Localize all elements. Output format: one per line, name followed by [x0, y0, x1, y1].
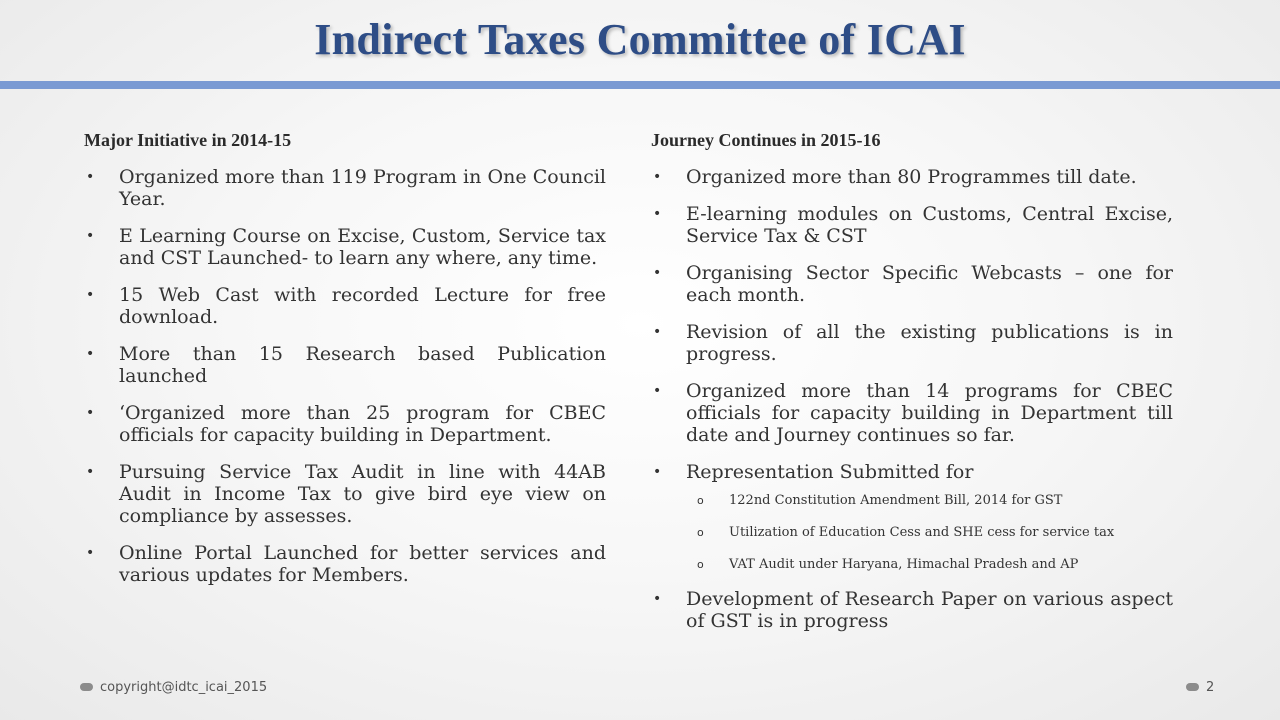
list-item	[84, 166, 606, 210]
list-item-text: More than 15 Research based Publication launched	[119, 343, 606, 387]
bullet-icon: •	[653, 265, 662, 281]
list-item	[651, 321, 1173, 365]
title-divider	[0, 81, 1280, 89]
hollow-bullet-icon: o	[697, 526, 704, 539]
copyright-text: copyright@idtc_icai_2015	[100, 679, 268, 695]
footer-pill-icon	[1186, 683, 1199, 691]
list-item	[651, 262, 1173, 306]
list-item	[84, 542, 606, 586]
bullet-icon: •	[86, 287, 95, 303]
bullet-icon: •	[653, 383, 662, 399]
footer-copyright	[80, 677, 267, 697]
bullet-icon: •	[86, 464, 95, 480]
bullet-icon: •	[86, 405, 95, 421]
list-item-text: Organized more than 119 Program in One Council Year.	[119, 166, 606, 210]
bullet-icon: •	[653, 324, 662, 340]
bullet-icon: •	[653, 206, 662, 222]
bullet-icon: •	[653, 591, 662, 607]
list-item	[651, 166, 1173, 188]
hollow-bullet-icon: o	[697, 494, 704, 507]
footer-pill-icon	[80, 683, 93, 691]
sub-list-item-text: VAT Audit under Haryana, Himachal Pradesh and AP	[729, 557, 1079, 572]
slide-title: Indirect Taxes Committee of ICAI	[314, 15, 966, 64]
sub-bullet-list	[651, 492, 1173, 574]
list-item-text: Online Portal Launched for better services and various updates for Members.	[119, 542, 606, 586]
right-bullet-list	[651, 166, 1173, 483]
hollow-bullet-icon: o	[697, 558, 704, 571]
sub-list-item-text: Utilization of Education Cess and SHE cess for service tax	[729, 525, 1115, 540]
left-column	[84, 128, 606, 601]
sub-list-item	[651, 524, 1173, 542]
list-item	[651, 203, 1173, 247]
sub-list-item	[651, 492, 1173, 510]
footer-page	[1186, 677, 1214, 697]
list-item	[651, 380, 1173, 446]
sub-list-item	[651, 556, 1173, 574]
list-item	[84, 284, 606, 328]
list-item-text: ‘Organized more than 25 program for CBEC officials for capacity building in Department.	[119, 402, 606, 446]
bullet-icon: •	[86, 169, 95, 185]
sub-list-item-text: 122nd Constitution Amendment Bill, 2014 for GST	[729, 493, 1063, 508]
bullet-icon: •	[653, 464, 662, 480]
left-bullet-list	[84, 166, 606, 586]
page-number: 2	[1206, 679, 1215, 695]
list-item-text: Pursuing Service Tax Audit in line with 44AB Audit in Income Tax to give bird eye view on compliance by assesses.	[119, 461, 606, 527]
list-item-text: Representation Submitted for	[686, 461, 974, 483]
list-item	[84, 343, 606, 387]
list-item	[84, 225, 606, 269]
list-item	[651, 588, 1173, 632]
list-item-text: Organising Sector Specific Webcasts – one for each month.	[686, 262, 1173, 306]
bullet-icon: •	[86, 346, 95, 362]
list-item-text: Development of Research Paper on various aspect of GST is in progress	[686, 588, 1173, 632]
list-item	[651, 461, 1173, 483]
list-item-text: 15 Web Cast with recorded Lecture for free download.	[119, 284, 606, 328]
list-item-text: Revision of all the existing publications is in progress.	[686, 321, 1173, 365]
list-item-text: Organized more than 14 programs for CBEC officials for capacity building in Department till date and Journey continues so far.	[686, 380, 1173, 446]
list-item	[84, 461, 606, 527]
list-item-text: E Learning Course on Excise, Custom, Service tax and CST Launched- to learn any where, any time.	[119, 225, 606, 269]
bullet-icon: •	[653, 169, 662, 185]
bullet-icon: •	[86, 228, 95, 244]
list-item-text: Organized more than 80 Programmes till date.	[686, 166, 1137, 188]
right-column	[651, 128, 1173, 647]
right-column-heading: Journey Continues in 2015-16	[651, 130, 881, 150]
list-item	[84, 402, 606, 446]
right-bullet-list-continued	[651, 588, 1173, 632]
bullet-icon: •	[86, 545, 95, 561]
list-item-text: E-learning modules on Customs, Central Excise, Service Tax & CST	[686, 203, 1173, 247]
left-column-heading: Major Initiative in 2014-15	[84, 130, 292, 150]
